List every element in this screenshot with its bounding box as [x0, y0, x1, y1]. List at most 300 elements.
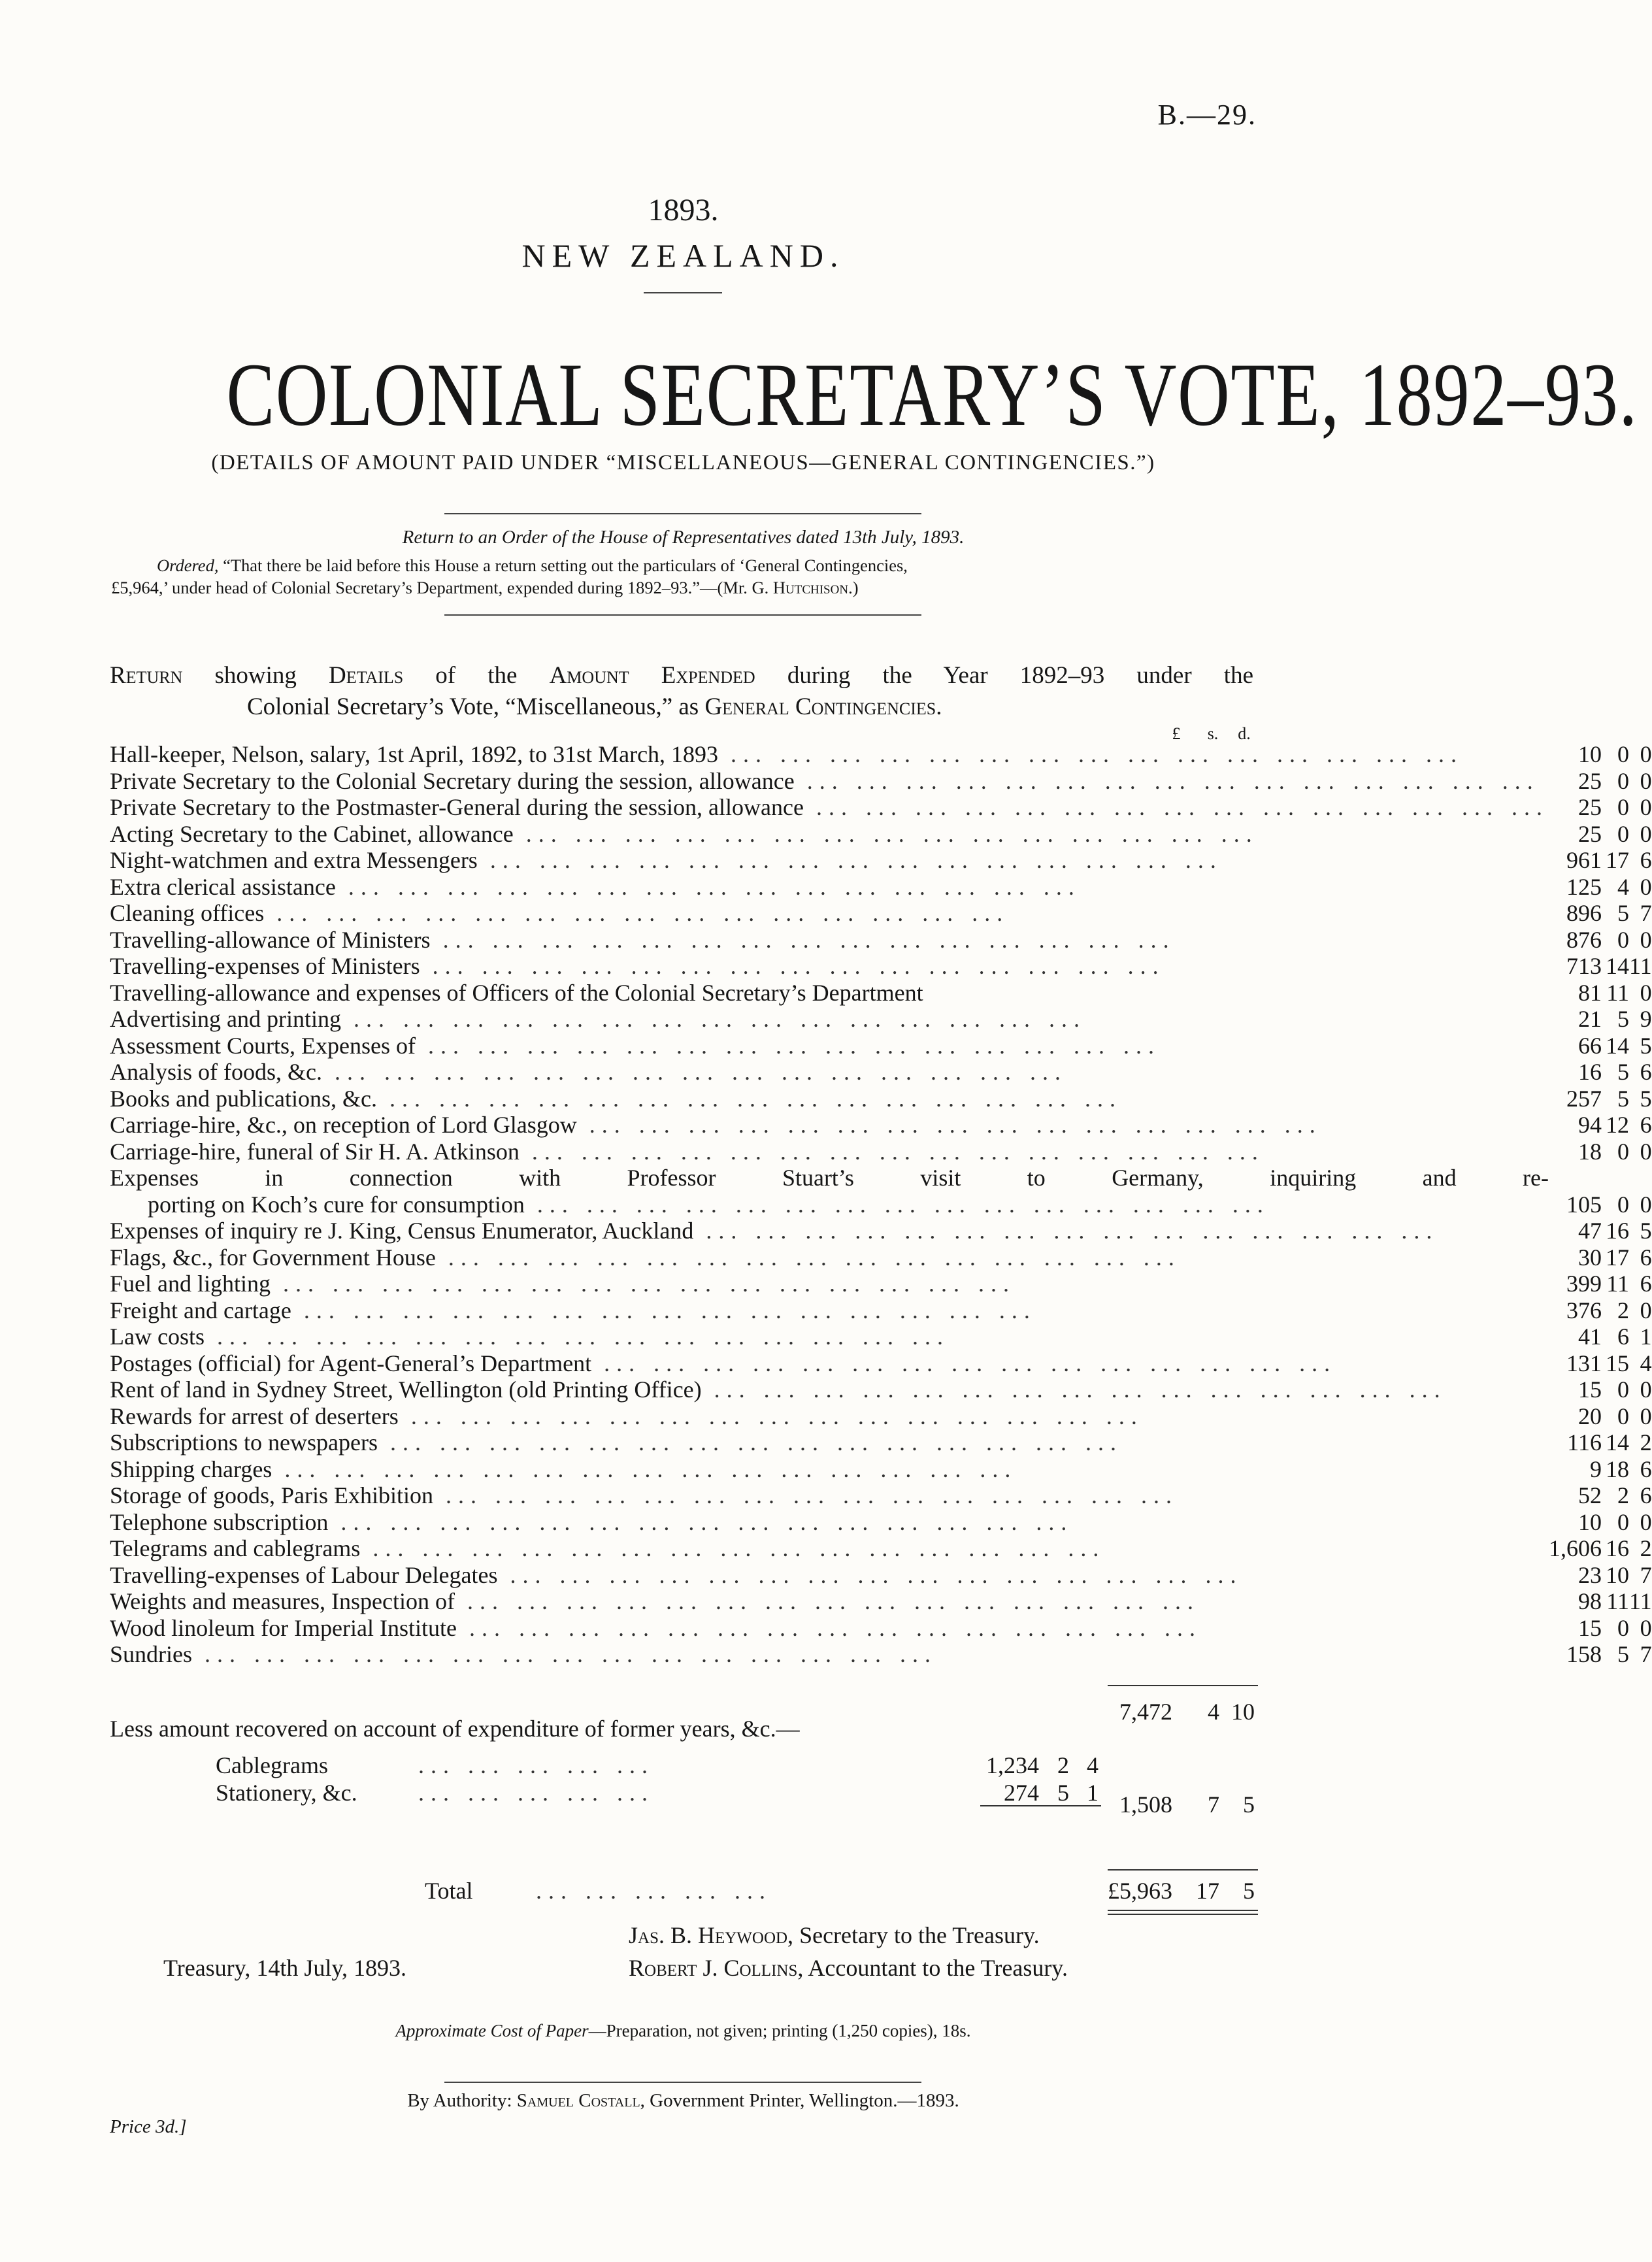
table-row — [110, 1323, 1652, 1350]
table-row — [110, 927, 1652, 954]
amount-pounds: 399 — [1566, 1271, 1602, 1297]
leader-dots: ... ... ... ... ... ... ... ... ... ... ... ... ... ... ... — [513, 820, 1259, 847]
leader-dots: ... ... ... ... ... ... ... ... ... ... ... ... ... ... ... — [360, 1535, 1106, 1561]
table-row — [110, 1615, 1652, 1642]
amount-pounds: 94 — [1578, 1112, 1602, 1138]
item-description-text: Night-watchmen and extra Messengers — [110, 847, 478, 873]
amount-pounds: 116 — [1567, 1429, 1602, 1455]
leader-dots: ... ... ... ... ... ... ... ... ... ... ... ... ... ... ... — [335, 873, 1081, 900]
leader-dots: ... ... ... ... ... ... ... ... ... ... ... ... ... ... ... — [524, 1191, 1270, 1218]
item-description-text: Fuel and lighting — [110, 1271, 271, 1297]
ordered-word: Ordered, — [157, 556, 219, 575]
table-row — [110, 1509, 1652, 1536]
amount-pounds: 66 — [1578, 1032, 1602, 1059]
item-description — [110, 821, 1549, 848]
amount-pounds: 23 — [1578, 1561, 1602, 1588]
amount-shillings: 2 — [1617, 1297, 1629, 1323]
amount-pounds: 25 — [1578, 767, 1602, 794]
amount-pence: 0 — [1640, 1376, 1652, 1403]
cost-text: —Preparation, not given; printing (1,250 copies), 18s. — [588, 2021, 971, 2040]
item-description — [110, 1376, 1549, 1403]
item-description — [110, 768, 1549, 795]
amount-pence: 6 — [1640, 1455, 1652, 1482]
leader-dots: ... ... ... ... ... — [418, 1752, 654, 1778]
recovered-shillings: 2 — [1057, 1752, 1069, 1778]
signatory-name: Jas. B. Heywood, — [629, 1922, 794, 1948]
leader-dots: ... ... ... ... ... ... ... ... ... ... ... ... ... ... ... — [415, 1032, 1161, 1059]
leader-dots: ... ... ... ... ... ... ... ... ... ... ... ... ... ... ... — [328, 1508, 1074, 1535]
item-description — [110, 927, 1549, 954]
total-pounds: £5,963 — [1108, 1878, 1172, 1904]
leader-dots: ... ... ... ... ... ... ... ... ... ... ... ... ... ... ... — [456, 1614, 1202, 1641]
amount-pounds: 25 — [1578, 820, 1602, 847]
item-description-text: Telephone subscription — [110, 1508, 329, 1535]
amount-shillings: 14 — [1605, 1032, 1629, 1059]
leader-dots: ... ... ... ... ... ... ... ... ... ... ... ... ... ... ... — [803, 794, 1549, 820]
item-description-text: Carriage-hire, funeral of Sir H. A. Atkinson — [110, 1138, 520, 1165]
leader-dots: ... ... ... ... ... ... ... ... ... ... ... ... ... ... ... — [377, 1429, 1123, 1455]
amount-pounds: 125 — [1566, 873, 1602, 900]
subtotal-rule — [1108, 1685, 1258, 1686]
amount-pence: 6 — [1640, 1271, 1652, 1297]
item-description-text: Subscriptions to newspapers — [110, 1429, 378, 1455]
item-description — [110, 741, 1549, 768]
leader-dots: ... ... ... ... ... ... ... ... ... ... ... ... ... ... ... — [519, 1138, 1264, 1165]
leader-dots: ... ... ... ... ... ... ... ... ... ... ... ... ... ... ... — [264, 900, 1010, 926]
leader-dots: ... ... ... ... ... ... ... ... ... ... ... ... ... ... ... — [376, 1085, 1122, 1112]
item-description-text: Carriage-hire, &c., on reception of Lord Glasgow — [110, 1112, 577, 1138]
item-description-text: Travelling-expenses of Labour Delegates — [110, 1561, 498, 1588]
heading-word: Return — [110, 662, 183, 689]
recovered-total-pounds: 1,508 — [1119, 1791, 1172, 1818]
item-description-text: Acting Secretary to the Cabinet, allowance — [110, 820, 514, 847]
amount-pence: 0 — [1640, 979, 1652, 1006]
amount-shillings: 14 — [1605, 1429, 1629, 1455]
item-description-text: Advertising and printing — [110, 1006, 341, 1032]
leader-dots: ... ... ... ... ... ... ... ... ... ... ... ... ... ... ... — [420, 953, 1165, 979]
order-text-line: £5,964,’ under head of Colonial Secretary’s Department, expended during 1892–93.”—(Mr. G. — [111, 578, 773, 597]
divider — [644, 292, 722, 293]
leader-dots: ... ... ... ... ... ... ... ... ... ... ... ... ... ... ... — [291, 1297, 1036, 1323]
item-description — [110, 953, 1549, 980]
amount-pounds: 98 — [1578, 1588, 1602, 1614]
leader-dots: ... ... ... ... ... ... ... ... ... ... ... ... ... ... ... — [398, 1403, 1144, 1429]
heading-word: General Contingencies — [704, 693, 936, 720]
amount-pence: 0 — [1640, 1403, 1652, 1429]
amount-shillings: 0 — [1617, 767, 1629, 794]
amount-pence: 0 — [1640, 1138, 1652, 1165]
amount-shillings: 5 — [1617, 1059, 1629, 1085]
signatory-title: Secretary to the Treasury. — [793, 1922, 1040, 1948]
item-description-text: Travelling-expenses of Ministers — [110, 953, 420, 979]
item-description — [110, 1244, 1549, 1271]
item-description-text: Rent of land in Sydney Street, Wellington (old Printing Office) — [110, 1376, 702, 1403]
item-description — [110, 874, 1549, 901]
amount-pounds: 52 — [1578, 1482, 1602, 1508]
table-row — [110, 900, 1652, 927]
amount-pence: 0 — [1640, 1191, 1652, 1218]
subtotal-shillings: 4 — [1208, 1699, 1219, 1725]
item-description-text: Private Secretary to the Postmaster-General during the session, allowance — [110, 794, 804, 820]
cost-label: Approximate Cost of Paper — [395, 2021, 589, 2040]
item-description — [110, 1165, 1549, 1191]
recovered-total-shillings: 7 — [1208, 1791, 1219, 1818]
divider — [444, 2082, 921, 2083]
amount-pounds: 16 — [1578, 1059, 1602, 1085]
amount-shillings: 5 — [1617, 900, 1629, 926]
recovered-pence: 4 — [1087, 1752, 1099, 1778]
amount-shillings: 0 — [1617, 1508, 1629, 1535]
heading-word: Amount Expended — [549, 662, 755, 689]
item-description-text: Travelling-allowance of Ministers — [110, 926, 431, 953]
item-description — [110, 1588, 1549, 1615]
leader-dots: ... ... ... ... ... ... ... ... ... ... ... ... ... ... ... — [435, 1244, 1181, 1271]
amount-shillings: 0 — [1617, 1138, 1629, 1165]
item-description — [110, 1112, 1549, 1139]
amount-shillings: 17 — [1605, 847, 1629, 873]
item-description-text: Telegrams and cablegrams — [110, 1535, 361, 1561]
amount-shillings: 16 — [1605, 1535, 1629, 1561]
amount-pence: 7 — [1640, 900, 1652, 926]
leader-dots: ... ... ... ... ... ... ... ... ... ... ... ... ... ... ... — [272, 1455, 1017, 1482]
amount-pounds: 18 — [1578, 1138, 1602, 1165]
leader-dots: ... ... ... ... ... — [418, 1780, 654, 1806]
item-description-text: Expenses in connection with Professor Stuart’s visit to Germany, inquiring and re- — [110, 1165, 1549, 1191]
leader-dots: ... ... ... ... ... ... ... ... ... ... ... ... ... ... ... — [794, 767, 1540, 794]
amount-pence: 0 — [1640, 1297, 1652, 1323]
signature-secretary — [629, 1921, 1040, 1949]
order-text-end: .) — [848, 578, 859, 597]
amount-pence: 0 — [1640, 1508, 1652, 1535]
amount-shillings: 18 — [1605, 1455, 1629, 1482]
table-row — [110, 1403, 1652, 1430]
item-description-text: Hall-keeper, Nelson, salary, 1st April, 1892, to 31st March, 1893 — [110, 741, 719, 767]
amount-shillings: 0 — [1617, 1376, 1629, 1403]
table-row — [110, 1562, 1652, 1589]
amount-pence: 5 — [1640, 1218, 1652, 1244]
amount-shillings: 5 — [1617, 1085, 1629, 1112]
leader-dots: ... ... ... ... ... ... ... ... ... ... ... ... ... ... ... — [718, 741, 1464, 767]
signatory-title: Accountant to the Treasury. — [803, 1955, 1068, 1981]
item-description-text: Travelling-allowance and expenses of Officers of the Colonial Secretary’s Department — [110, 979, 923, 1006]
amount-pounds: 9 — [1589, 1455, 1602, 1482]
amount-shillings: 4 — [1617, 873, 1629, 900]
amount-pence: 0 — [1640, 873, 1652, 900]
item-description-text: Storage of goods, Paris Exhibition — [110, 1482, 433, 1508]
table-row — [110, 1033, 1652, 1059]
recovered-item-desc: Cablegrams — [216, 1752, 328, 1778]
amount-shillings: 17 — [1605, 1244, 1629, 1271]
item-description — [110, 794, 1549, 821]
leader-dots: ... ... ... ... ... ... ... ... ... ... ... ... ... ... ... — [591, 1350, 1337, 1376]
item-description-text: Law costs — [110, 1323, 205, 1350]
document-year: 1893. — [648, 193, 719, 227]
amount-pounds: 21 — [1578, 1006, 1602, 1032]
pounds-header: £ — [1172, 724, 1181, 743]
amount-pence: 5 — [1640, 1032, 1652, 1059]
place-date: Treasury, 14th July, 1893. — [163, 1955, 407, 1981]
item-description — [110, 1059, 1549, 1086]
item-description — [110, 847, 1549, 874]
amount-shillings: 10 — [1605, 1561, 1629, 1588]
pence-header: d. — [1238, 724, 1251, 743]
amount-pounds: 10 — [1578, 1508, 1602, 1535]
document-reference: B.—29. — [1157, 99, 1257, 131]
item-description — [110, 1456, 1549, 1483]
amount-pounds: 15 — [1578, 1614, 1602, 1641]
total-double-rule — [1108, 1914, 1258, 1915]
item-description — [110, 1429, 1549, 1456]
table-row — [110, 1086, 1652, 1112]
total-pence: 5 — [1243, 1878, 1255, 1904]
item-description — [110, 1615, 1549, 1642]
amount-shillings: 0 — [1617, 1614, 1629, 1641]
item-description — [110, 1403, 1549, 1430]
item-description — [110, 1191, 1549, 1218]
amount-pounds — [1549, 1165, 1606, 1191]
leader-dots: ... ... ... ... ... ... ... ... ... ... ... ... ... ... ... — [454, 1588, 1200, 1614]
table-row — [110, 1244, 1652, 1271]
amount-shillings: 0 — [1617, 741, 1629, 767]
amount-pence: 1 — [1640, 1323, 1652, 1350]
order-text — [111, 554, 1255, 599]
recovered-pounds: 1,234 — [986, 1752, 1039, 1778]
item-description-text: Analysis of foods, &c. — [110, 1059, 322, 1085]
heading-word: . — [936, 693, 942, 720]
item-description — [110, 1006, 1549, 1033]
table-row — [110, 1059, 1652, 1086]
heading-word: Colonial Secretary’s Vote, “Miscellaneous,” as — [247, 693, 705, 720]
item-description-text: Wood linoleum for Imperial Institute — [110, 1614, 457, 1641]
amount-pounds: 876 — [1566, 926, 1602, 953]
table-row — [110, 1350, 1652, 1377]
amount-pence: 7 — [1640, 1641, 1652, 1667]
amount-pence: 6 — [1640, 1244, 1652, 1271]
amount-shillings: 0 — [1617, 1191, 1629, 1218]
item-description — [110, 1350, 1549, 1377]
table-row — [110, 847, 1652, 874]
table-row — [110, 1297, 1652, 1324]
table-row — [110, 1641, 1652, 1668]
amount-pounds: 105 — [1566, 1191, 1602, 1218]
amount-pounds: 131 — [1566, 1350, 1602, 1376]
amount-shillings: 6 — [1617, 1323, 1629, 1350]
paper-cost-note — [0, 2021, 1366, 2041]
item-description — [110, 1562, 1549, 1589]
amount-pounds: 81 — [1578, 979, 1602, 1006]
amount-pounds: 961 — [1566, 847, 1602, 873]
table-row — [110, 980, 1652, 1006]
country-heading: NEW ZEALAND. — [521, 237, 845, 274]
printer-authority — [0, 2090, 1366, 2112]
item-description — [110, 1218, 1549, 1244]
divider — [444, 614, 921, 616]
table-row — [110, 1112, 1652, 1139]
total-double-rule — [1108, 1910, 1258, 1911]
divider — [444, 513, 921, 514]
leader-dots: ... ... ... ... ... ... ... ... ... ... ... ... ... ... ... — [497, 1561, 1243, 1588]
amount-pounds: 47 — [1578, 1218, 1602, 1244]
amount-pounds: 713 — [1566, 953, 1602, 979]
amount-pounds: 15 — [1578, 1376, 1602, 1403]
amount-shillings: 11 — [1606, 979, 1629, 1006]
table-row — [110, 1376, 1652, 1403]
table-row — [110, 1191, 1652, 1218]
item-description-text: Cleaning offices — [110, 900, 265, 926]
amount-pounds: 896 — [1566, 900, 1602, 926]
item-description-text: Expenses of inquiry re J. King, Census Enumerator, Auckland — [110, 1218, 694, 1244]
document-title: COLONIAL SECRETARY’S VOTE, 1892–93. — [226, 344, 1638, 444]
table-row — [110, 821, 1652, 848]
amount-shillings: 12 — [1605, 1112, 1629, 1138]
signatory-name: Robert J. Collins, — [629, 1955, 804, 1981]
recovered-item-desc: Stationery, &c. — [216, 1780, 357, 1806]
amount-shillings: 5 — [1617, 1006, 1629, 1032]
item-description — [110, 1033, 1549, 1059]
item-description — [110, 1535, 1549, 1562]
amount-shillings: 11 — [1606, 1588, 1629, 1614]
amount-pence: 7 — [1640, 1561, 1652, 1588]
recovered-pence: 1 — [1087, 1780, 1099, 1806]
amount-pence: 6 — [1640, 1112, 1652, 1138]
amount-pence: 0 — [1640, 820, 1652, 847]
leader-dots: ... ... ... ... ... ... ... ... ... ... ... ... ... ... ... — [322, 1059, 1067, 1085]
amount-shillings: 0 — [1617, 820, 1629, 847]
return-heading — [110, 660, 1253, 723]
recovered-total-pence: 5 — [1243, 1791, 1255, 1818]
amount-shillings: 0 — [1617, 926, 1629, 953]
table-row — [110, 1271, 1652, 1297]
table-row — [110, 1429, 1652, 1456]
amount-pounds: 41 — [1578, 1323, 1602, 1350]
amount-pence: 6 — [1640, 1059, 1652, 1085]
amount-pence: 6 — [1640, 847, 1652, 873]
amount-pence: 0 — [1640, 741, 1652, 767]
amount-pence: 0 — [1640, 794, 1652, 820]
heading-word: of the — [403, 662, 550, 689]
amount-pounds: 30 — [1578, 1244, 1602, 1271]
amount-pence: 2 — [1640, 1429, 1652, 1455]
item-description-text: Assessment Courts, Expenses of — [110, 1032, 416, 1059]
heading-word: showing — [182, 662, 329, 689]
item-description-text: Postages (official) for Agent-General’s Department — [110, 1350, 592, 1376]
item-description — [110, 1323, 1549, 1350]
order-mover: Hutchison — [772, 578, 849, 597]
amount-shillings: 5 — [1617, 1641, 1629, 1667]
item-description-text: Flags, &c., for Government House — [110, 1244, 436, 1271]
amount-pence: 11 — [1628, 953, 1652, 979]
amount-pounds: 257 — [1566, 1085, 1602, 1112]
table-row — [110, 1456, 1652, 1483]
item-description — [110, 1297, 1549, 1324]
item-description-text: Extra clerical assistance — [110, 873, 336, 900]
leader-dots: ... ... ... ... ... ... ... ... ... ... ... ... ... ... ... — [204, 1323, 950, 1350]
table-row — [110, 1482, 1652, 1509]
table-row — [110, 874, 1652, 901]
amount-pounds: 20 — [1578, 1403, 1602, 1429]
recovered-pounds: 274 — [1004, 1780, 1039, 1806]
amount-pence — [1629, 1165, 1652, 1191]
amount-pence: 5 — [1640, 1085, 1652, 1112]
table-row — [110, 741, 1652, 768]
item-description-text: Shipping charges — [110, 1455, 273, 1482]
price: Price 3d.] — [110, 2116, 187, 2137]
amount-shillings: 2 — [1617, 1482, 1629, 1508]
item-description-text: Private Secretary to the Colonial Secretary during the session, allowance — [110, 767, 795, 794]
table-row — [110, 1535, 1652, 1562]
leader-dots: ... ... ... ... ... ... ... ... ... ... ... ... ... ... ... — [430, 926, 1176, 953]
amount-pence: 11 — [1628, 1588, 1652, 1614]
amount-pounds: 25 — [1578, 794, 1602, 820]
leader-dots: ... ... ... ... ... ... ... ... ... ... ... ... ... ... ... — [693, 1218, 1439, 1244]
table-row — [110, 1588, 1652, 1615]
authority-text: , Government Printer, Wellington.—1893. — [640, 2090, 959, 2111]
recovered-label: Less amount recovered on account of expenditure of former years, &c.— — [110, 1716, 800, 1742]
subtotal-pence: 10 — [1231, 1699, 1255, 1725]
item-description — [110, 980, 1549, 1006]
authority-text: By Authority: — [407, 2090, 517, 2111]
recovered-shillings: 5 — [1057, 1780, 1069, 1806]
printer-name: Samuel Costall — [516, 2090, 640, 2111]
amount-shillings: 11 — [1606, 1271, 1629, 1297]
table-row — [110, 1218, 1652, 1244]
amount-pence: 9 — [1640, 1006, 1652, 1032]
item-description-text: Rewards for arrest of deserters — [110, 1403, 399, 1429]
amount-shillings: 14 — [1605, 953, 1629, 979]
amount-pence: 6 — [1640, 1482, 1652, 1508]
table-row — [110, 953, 1652, 980]
item-description — [110, 1641, 1549, 1668]
item-description — [110, 900, 1549, 927]
item-description — [110, 1271, 1549, 1297]
amount-shillings: 0 — [1617, 794, 1629, 820]
amount-pounds: 10 — [1578, 741, 1602, 767]
item-description — [110, 1086, 1549, 1112]
amount-pence: 0 — [1640, 767, 1652, 794]
item-description-text: Weights and measures, Inspection of — [110, 1588, 455, 1614]
leader-dots: ... ... ... ... ... ... ... ... ... ... ... ... ... ... ... — [477, 847, 1223, 873]
amount-pence: 2 — [1640, 1535, 1652, 1561]
item-description-text: Books and publications, &c. — [110, 1085, 377, 1112]
table-row — [110, 768, 1652, 795]
table-row — [110, 794, 1652, 821]
signature-accountant — [629, 1954, 1068, 1982]
amount-shillings: 0 — [1617, 1403, 1629, 1429]
leader-dots: ... ... ... ... ... ... ... ... ... ... ... ... ... ... ... — [701, 1376, 1447, 1403]
amount-pence: 0 — [1640, 1614, 1652, 1641]
item-description-text: Sundries — [110, 1641, 192, 1667]
subtotal-pounds: 7,472 — [1119, 1699, 1172, 1725]
item-description — [110, 1509, 1549, 1536]
table-row — [110, 1165, 1652, 1191]
amount-pence: 4 — [1640, 1350, 1652, 1376]
total-label: Total — [425, 1878, 473, 1904]
total-rule — [1108, 1869, 1258, 1871]
amount-shillings: 16 — [1605, 1218, 1629, 1244]
leader-dots: ... ... ... ... ... ... ... ... ... ... ... ... ... ... ... — [271, 1271, 1016, 1297]
return-order-line: Return to an Order of the House of Representatives dated 13th July, 1893. — [402, 527, 965, 548]
item-description-text: Freight and cartage — [110, 1297, 291, 1323]
leader-dots: ... ... ... ... ... ... ... ... ... ... ... ... ... ... ... — [433, 1482, 1178, 1508]
table-row — [110, 1139, 1652, 1165]
document-subtitle: (DETAILS OF AMOUNT PAID UNDER “MISCELLANEOUS—GENERAL CONTINGENCIES.”) — [211, 451, 1155, 474]
leader-dots: ... ... ... ... ... — [536, 1878, 772, 1904]
item-description — [110, 1139, 1549, 1165]
expenditure-table — [110, 741, 1652, 1668]
leader-dots: ... ... ... ... ... ... ... ... ... ... ... ... ... ... ... — [576, 1112, 1322, 1138]
leader-dots: ... ... ... ... ... ... ... ... ... ... ... ... ... ... ... — [192, 1641, 937, 1667]
order-text-line: “That there be laid before this House a return setting out the particulars of ‘General Contingencies, — [223, 556, 908, 575]
